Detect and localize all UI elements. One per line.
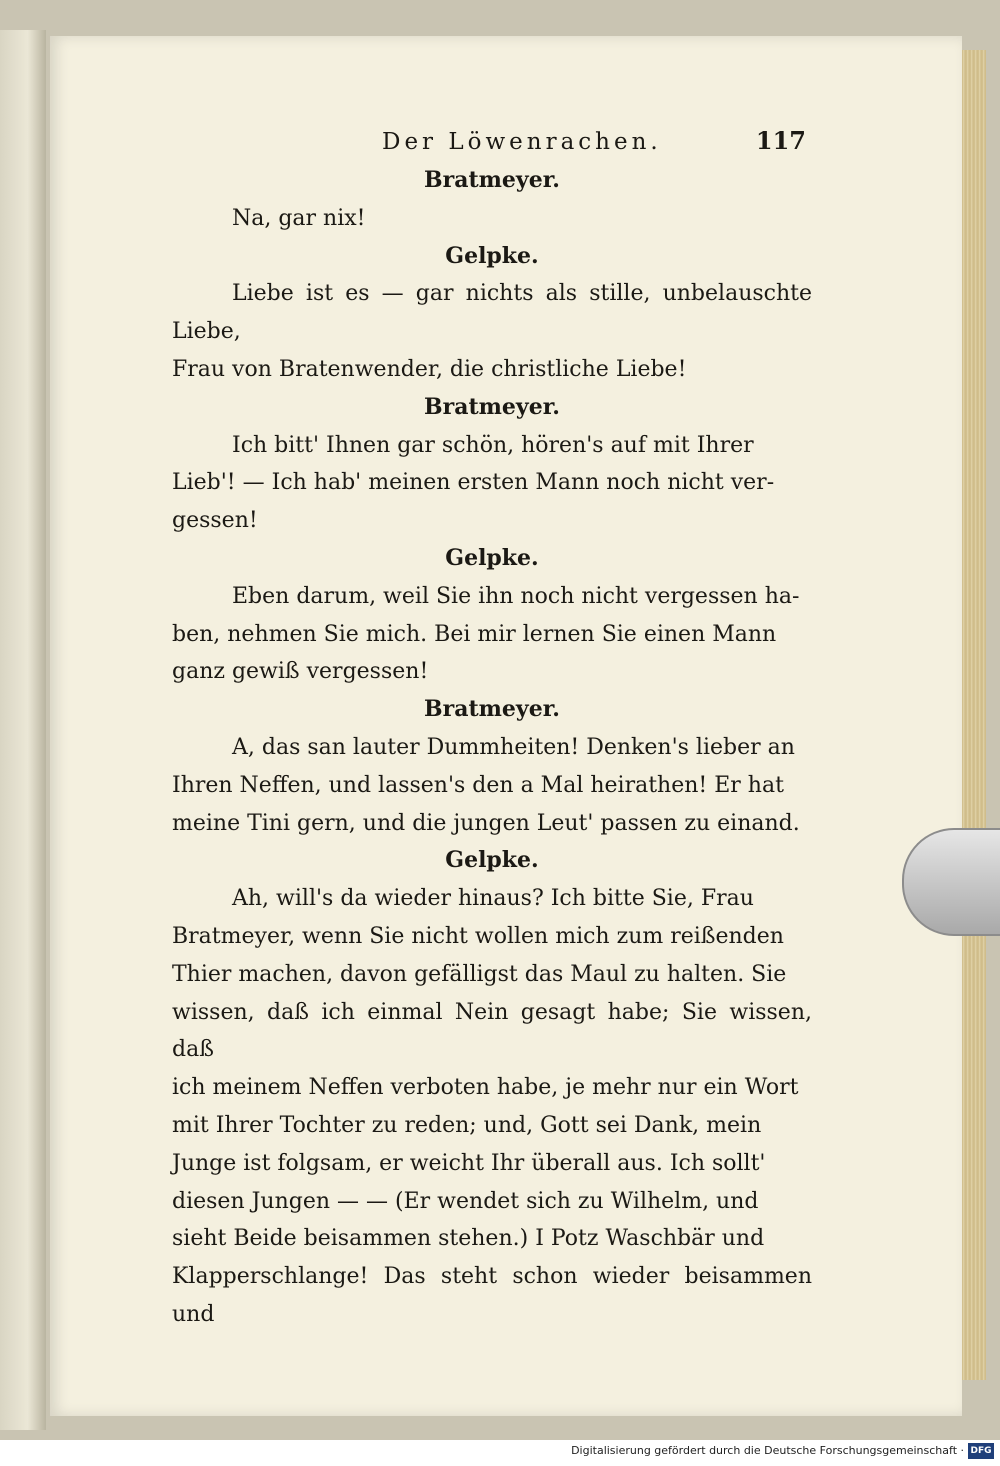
text-line: ganz gewiß vergessen! bbox=[172, 659, 429, 685]
facing-page-edge bbox=[0, 30, 46, 1430]
text-line: Junge ist folgsam, er weicht Ihr überall aus. Ich sollt' bbox=[172, 1150, 766, 1176]
text-line: Na, gar nix! bbox=[232, 205, 366, 231]
text-line: sieht Beide beisammen stehen.) I Potz Waschbär und bbox=[172, 1226, 765, 1252]
text-line: A, das san lauter Dummheiten! Denken's lieber an bbox=[232, 734, 795, 760]
text-line: mit Ihrer Tochter zu reden; und, Gott sei Dank, mein bbox=[172, 1112, 762, 1138]
text-line: Ah, will's da wieder hinaus? Ich bitte Sie, Frau bbox=[232, 886, 754, 912]
speaker-heading: Gelpke. bbox=[445, 242, 539, 269]
text-line: gessen! bbox=[172, 508, 258, 534]
text-line: Bratmeyer, wenn Sie nicht wollen mich zum reißenden bbox=[172, 923, 784, 949]
text-line: wissen, daß ich einmal Nein gesagt habe; Sie wissen, daß bbox=[172, 999, 812, 1063]
text-line: Frau von Bratenwender, die christliche Liebe! bbox=[172, 356, 687, 382]
page-number: 117 bbox=[755, 126, 806, 155]
text-line: Eben darum, weil Sie ihn noch nicht vergessen ha- bbox=[232, 583, 800, 609]
text-line: Liebe ist es — gar nichts als stille, unbelauschte Liebe, bbox=[172, 281, 812, 345]
text-line: ben, nehmen Sie mich. Bei mir lernen Sie einen Mann bbox=[172, 621, 777, 647]
text-line: Klapperschlange! Das steht schon wieder beisammen und bbox=[172, 1264, 812, 1327]
page-text bbox=[172, 118, 812, 1334]
text-line: meine Tini gern, und die jungen Leut' passen zu einand. bbox=[172, 810, 800, 836]
speaker-heading: Bratmeyer. bbox=[424, 696, 560, 723]
text-line: Lieb'! — Ich hab' meinen ersten Mann noch nicht ver- bbox=[172, 470, 775, 496]
text-line: Ich bitt' Ihnen gar schön, hören's auf mit Ihrer bbox=[232, 432, 754, 458]
page-header bbox=[172, 118, 812, 162]
page-clip bbox=[902, 828, 1000, 936]
speaker-heading: Bratmeyer. bbox=[424, 167, 560, 193]
text-line: diesen Jungen — — (Er wendet sich zu Wilhelm, und bbox=[172, 1188, 759, 1214]
text-line: ich meinem Neffen verboten habe, je mehr nur ein Wort bbox=[172, 1075, 799, 1101]
text-line: Thier machen, davon gefälligst das Maul zu halten. Sie bbox=[172, 961, 787, 987]
speaker-heading: Gelpke. bbox=[445, 847, 539, 874]
dfg-logo-icon: DFG bbox=[968, 1443, 994, 1459]
running-title: Der Löwenrachen. bbox=[382, 129, 662, 155]
digitization-footer bbox=[0, 1440, 1000, 1466]
text-line: Ihren Neffen, und lassen's den a Mal heirathen! Er hat bbox=[172, 772, 784, 798]
speaker-heading: Gelpke. bbox=[445, 544, 539, 571]
speaker-heading: Bratmeyer. bbox=[424, 393, 560, 420]
funding-credit: Digitalisierung gefördert durch die Deutsche Forschungsgemeinschaft · bbox=[571, 1444, 964, 1457]
